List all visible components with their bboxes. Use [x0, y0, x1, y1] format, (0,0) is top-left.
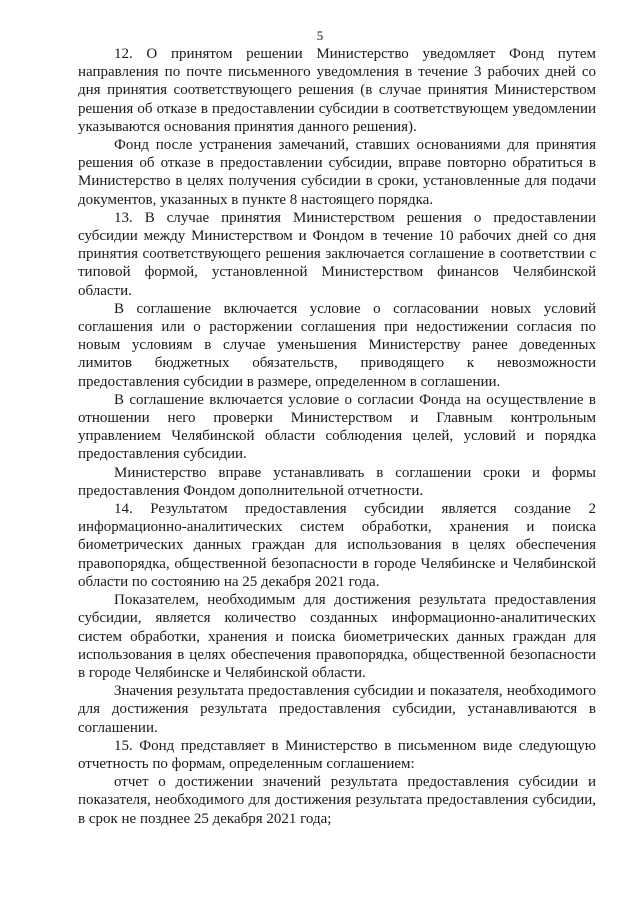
- paragraph-values: Значения результата предоставления субсидии и показателя, необходимого для достижения результата предоставления субсидии, устанавливаются в соглашении.: [78, 683, 596, 736]
- paragraph-agreement-terms: В соглашение включается условие о согласовании новых условий соглашения или о расторжении соглашения при недостижении согласия по новым условиям в случае уменьшения Министерству ранее доведенных лимитов бюджетных обязательств, приводящего к невозможности предоставления субсидии в размере, определенном в соглашении.: [78, 300, 596, 390]
- document-body: [78, 45, 596, 828]
- paragraph-12: 12. О принятом решении Министерство уведомляет Фонд путем направления по почте письменного уведомления в течение 3 рабочих дней со дня принятия соответствующего решения (в случае принятия Министерством решения об отказе в предоставлении субсидии в соответствующем уведомлении указываются основания принятия данного решения).: [78, 46, 596, 135]
- paragraph-13: 13. В случае принятия Министерством решения о предоставлении субсидии между Министерством и Фондом в течение 10 рабочих дней со дня принятия соответствующего решения заключается соглашение в соответствии с типовой формой, установленной Министерством финансов Челябинской области.: [78, 209, 596, 299]
- page-number: 5: [316, 28, 324, 43]
- paragraph-additional-reporting: Министерство вправе устанавливать в соглашении сроки и формы предоставления Фондом дополнительной отчетности.: [78, 464, 596, 499]
- paragraph-fund-resubmission: Фонд после устранения замечаний, ставших основаниями для принятия решения об отказе в предоставлении субсидии, вправе повторно обратиться в Министерство в целях получения субсидии в сроки, установленные для подачи документов, указанных в пункте 8 настоящего порядка.: [78, 137, 596, 208]
- paragraph-15: 15. Фонд представляет в Министерство в письменном виде следующую отчетность по формам, определенным соглашением:: [78, 737, 596, 772]
- paragraph-report-item: отчет о достижении значений результата предоставления субсидии и показателя, необходимого для достижения результата предоставления субсидии, в срок не позднее 25 декабря 2021 года;: [78, 774, 596, 827]
- paragraph-agreement-inspection: В соглашение включается условие о согласии Фонда на осуществление в отношении него проверки Министерством и Главным контрольным управлением Челябинской области соблюдения целей, условий и порядка предоставления субсидии.: [78, 391, 596, 463]
- paragraph-indicator: Показателем, необходимым для достижения результата предоставления субсидии, является количество созданных информационно-аналитических систем обработки, хранения и поиска биометрических данных граждан для использования в целях обеспечения правопорядка, общественной безопасности в городе Челябинске и Челябинской области.: [78, 592, 596, 681]
- paragraph-14: 14. Результатом предоставления субсидии является создание 2 информационно-аналитических систем обработки, хранения и поиска биометрических данных граждан для использования в целях обеспечения правопорядка, общественной безопасности в городе Челябинске и Челябинской области по состоянию на 25 декабря 2021 года.: [78, 501, 596, 590]
